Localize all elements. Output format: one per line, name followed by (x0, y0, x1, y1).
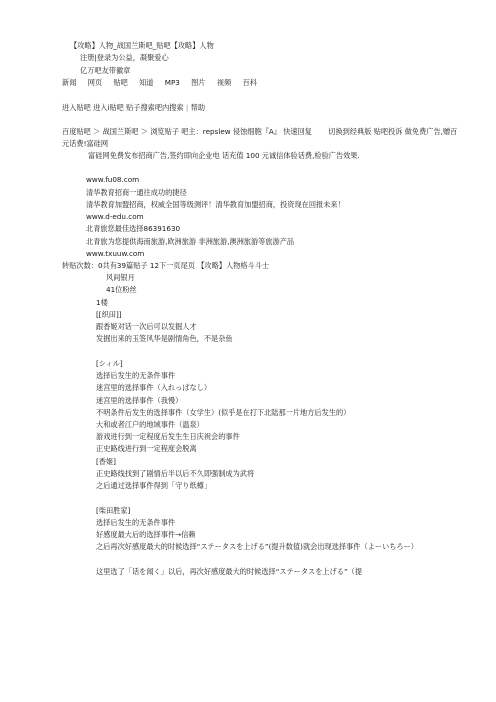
content-line: 选择后发生的无条件事件 (96, 518, 176, 527)
ad-txuuw-title[interactable]: 北青旅您最佳选择86391630 (86, 224, 181, 233)
thread-stats: 转贴次数：0共有39篇贴子 12下一页尾页 【攻略】人物格斗斗士 (62, 261, 270, 270)
post-author[interactable]: 风间银月 (106, 273, 135, 282)
content-line: [シィル] (96, 359, 123, 368)
page-title: 【攻略】人物_战国兰斯吧_贴吧【攻略】人物 (70, 41, 214, 50)
content-line: 之后再次好感度最大的时候选择“ステータスを上げる”(提升数值)就会出现选择事件（よーいちろー） (96, 542, 418, 551)
content-line: [[织田]] (96, 310, 122, 319)
nav-item-news[interactable]: 新闻 (62, 78, 77, 87)
nav-item-zhidao[interactable]: 知道 (139, 78, 154, 87)
enter-tieba-link[interactable]: 进入贴吧 (62, 103, 91, 112)
content-line: 正史路线进行到一定程度会脱离 (96, 444, 197, 453)
content-line: 迷宫里的选择事件（我慢） (96, 396, 183, 405)
nav-item-web[interactable]: 网页 (87, 78, 103, 87)
nav-item-video[interactable]: 视频 (216, 78, 232, 87)
ad-txuuw-desc: 北青旅为您提供海南旅游,欧洲旅游 非洲旅游,澳洲旅游等旅游产品 (86, 237, 295, 246)
ad-fu08-desc: 富硅网免费发布招商广告,签约即向企业电 话充值 100 元诚信体验话费,检验广告效果. (88, 151, 360, 160)
search-nav (62, 77, 266, 89)
floor-number: 1楼 (96, 298, 108, 307)
content-line: 这里选了「话を闻く」以后，再次好感度最大的时候选择“ステータスを上げる”（提 (96, 567, 363, 576)
ad-fu08-url[interactable]: www.fu08.com (86, 175, 140, 184)
content-line: [柴田胜家] (96, 506, 131, 515)
post-search-link[interactable]: 贴子搜索吧内搜索 (126, 103, 184, 112)
breadcrumb-text[interactable]: 百度贴吧 ＞ 战国兰斯吧 ＞ 浏览贴子 吧主：repslew 侵蚀细胞『A』 快速回复 (62, 127, 312, 136)
content-line: 游戏进行到一定程度后发生生日庆祝会的事件 (96, 432, 240, 441)
content-line: 正史路线找到了剧情后半以后不久即强制成为武将 (96, 469, 255, 478)
content-line: 跟香姬对话一次后可以发掘人才 (96, 322, 197, 331)
content-line: 好感度最大后的选择事件→信赖 (96, 530, 196, 539)
nav-item-mp3[interactable]: MP3 (164, 78, 180, 87)
login-link[interactable]: 注册|登录为公益，凝聚爱心 (80, 53, 169, 62)
ad-dedu-title[interactable]: 清华教育招商一通往成功的捷径 (86, 188, 187, 197)
help-link[interactable]: 帮助 (190, 103, 206, 112)
badge-promo-link[interactable]: 亿万吧友带徽章 (80, 66, 131, 75)
ad-dedu-url[interactable]: www.d-edu.com (86, 212, 144, 221)
breadcrumb (62, 126, 462, 150)
content-line: [香姬] (96, 457, 116, 466)
nav-item-tieba[interactable]: 贴吧 (113, 78, 128, 87)
breadcrumb-links[interactable]: 切换到经典版 贴吧投诉 做免费广告,赠百元话费!富硅网 (62, 127, 458, 149)
content-line: 大和或者江户的地域事件（温泉） (96, 420, 204, 429)
nav-item-images[interactable]: 图片 (191, 78, 206, 87)
ad-dedu-desc: 清华教育加盟招商，权威全国等级测评！清华教育加盟招商，投资现在回报未来！ (86, 200, 345, 209)
author-fans: 41位粉丝 (106, 285, 137, 294)
content-line: 发掘出来的玉签风华是剧情角色，不是杂鱼 (96, 334, 233, 343)
nav-item-baike[interactable]: 百科 (242, 78, 257, 87)
sub-nav (62, 102, 205, 114)
content-line: 之后通过选择事件得到「守り纸樽」 (96, 481, 212, 490)
enter-itieba-link[interactable]: 进入i贴吧 (93, 103, 124, 112)
content-line: 不明条件后发生的选择事件（女学生）(似乎是在打下北陆那一片地方后发生的） (96, 408, 351, 417)
divider: | (185, 103, 189, 112)
ad-txuuw-url[interactable]: www.txuuw.com (86, 249, 145, 258)
content-line: 选择后发生的无条件事件 (96, 371, 176, 380)
content-line: 迷宫里的选择事件（入れっぱなし） (96, 383, 212, 392)
